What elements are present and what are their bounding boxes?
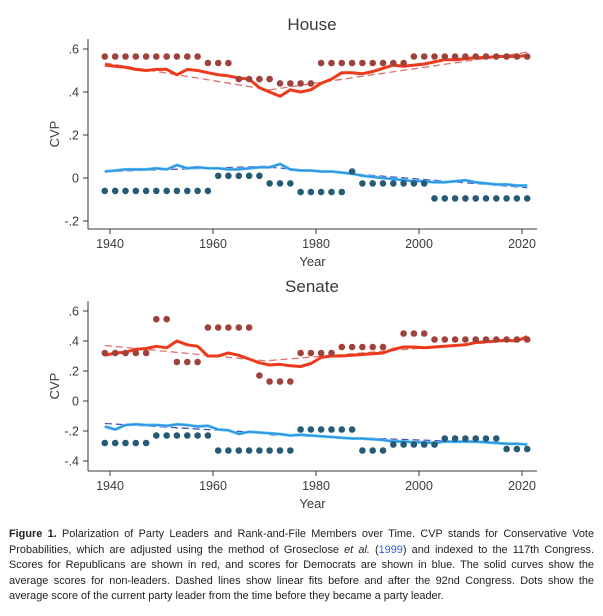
republican-leader-dot [400, 330, 407, 337]
x-tick-label: 1980 [302, 237, 330, 251]
republican-leader-dot [411, 330, 418, 337]
y-axis-label: CVP [47, 372, 62, 400]
republican-leader-dot [215, 60, 222, 67]
x-tick-label: 2020 [508, 237, 536, 251]
democrat-leader-dot [442, 435, 449, 442]
y-tick-label: 0 [72, 394, 79, 409]
democrat-leader-dot [524, 195, 531, 202]
republican-leader-dot [421, 330, 428, 337]
democrat-leader-dot [390, 180, 397, 187]
republican-leader-dot [524, 336, 531, 343]
republican-leader-dot [514, 336, 521, 343]
y-tick-label: .4 [68, 334, 79, 349]
republican-leader-dot [266, 378, 273, 385]
caption-text: ( [369, 543, 379, 556]
republican-leader-dot [143, 53, 150, 60]
democrat-leader-dot [112, 188, 119, 195]
democrat-leader-dot [133, 440, 140, 447]
republican-leader-dot [205, 60, 212, 67]
republican-leader-dot [328, 350, 335, 357]
republican-leader-dot [421, 53, 428, 60]
x-tick-label: 2000 [405, 237, 433, 251]
democrat-leader-dot [452, 195, 459, 202]
x-axis-label: Year [299, 254, 326, 269]
democrat-leader-dot [236, 447, 243, 454]
republican-leader-dot [215, 324, 222, 331]
democrat-leader-dot [369, 180, 376, 187]
republican-leader-dot [483, 336, 490, 343]
republican-leader-dot [102, 53, 109, 60]
republican-leader-dot [256, 76, 263, 83]
republican-leader-dot [194, 359, 201, 366]
democrat-leader-dot [328, 426, 335, 433]
republican-leader-dot [462, 336, 469, 343]
republican-leader-dot [380, 344, 387, 351]
republican-leader-dot [442, 336, 449, 343]
democrat-leader-dot [205, 188, 212, 195]
democrat-leader-dot [400, 180, 407, 187]
democrat-leader-dot [503, 446, 510, 453]
republican-leader-dot [359, 344, 366, 351]
democrat-leader-dot [514, 446, 521, 453]
republican-leader-dot [493, 336, 500, 343]
republican-leader-dot [277, 378, 284, 385]
republican-average-line [105, 56, 527, 97]
republican-leader-dot [524, 53, 531, 60]
democrat-leader-dot [225, 447, 232, 454]
citation-link[interactable]: 1999 [378, 543, 403, 556]
republican-leader-dot [472, 336, 479, 343]
republican-leader-dot [442, 53, 449, 60]
caption-text: Polarization of Party Leaders and Rank-and-File Members over Time. CVP stands for Conservative Vote Probabilities, which are adjusted using the method of Groseclose [9, 528, 594, 556]
democrat-leader-dot [462, 195, 469, 202]
republican-leader-dot [369, 344, 376, 351]
democrat-leader-dot [194, 188, 201, 195]
republican-leader-dot [297, 80, 304, 87]
chart-title: House [287, 15, 337, 34]
y-tick-label: .2 [68, 128, 79, 143]
democrat-leader-dot [102, 188, 109, 195]
democrat-leader-dot [318, 426, 325, 433]
republican-leader-dot [122, 53, 129, 60]
republican-leader-dot [143, 350, 150, 357]
democrat-leader-dot [215, 173, 222, 180]
republican-leader-dot [287, 80, 294, 87]
caption-text: et al. [344, 543, 370, 556]
republican-leader-dot [133, 53, 140, 60]
democrat-leader-dot [390, 441, 397, 448]
republican-leader-dot [411, 53, 418, 60]
democrat-leader-dot [483, 195, 490, 202]
x-tick-label: 1940 [96, 237, 124, 251]
republican-leader-dot [225, 324, 232, 331]
y-axis-label: CVP [47, 120, 62, 148]
democrat-leader-dot [153, 188, 160, 195]
democrat-leader-dot [442, 195, 449, 202]
republican-leader-dot [194, 53, 201, 60]
y-tick-label: .6 [68, 304, 79, 319]
democrat-leader-dot [205, 432, 212, 439]
republican-leader-dot [153, 316, 160, 323]
democrat-leader-dot [174, 432, 181, 439]
democrat-average-line-light [105, 164, 527, 186]
x-tick-label: 2020 [508, 479, 536, 493]
y-tick-label: .2 [68, 364, 79, 379]
democrat-leader-dot [256, 447, 263, 454]
republican-leader-dot [256, 372, 263, 379]
democrat-leader-dot [163, 188, 170, 195]
chart-title: Senate [285, 277, 339, 296]
republican-leader-dot [236, 76, 243, 83]
democrat-leader-dot [328, 189, 335, 196]
y-tick-label: -.2 [64, 424, 79, 439]
x-tick-label: 1960 [199, 237, 227, 251]
democrat-leader-dot [421, 441, 428, 448]
republican-leader-dot [308, 80, 315, 87]
republican-leader-dot [339, 344, 346, 351]
republican-leader-dot [472, 53, 479, 60]
caption-figure-label: Figure 1. [9, 528, 57, 540]
democrat-leader-dot [277, 447, 284, 454]
republican-leader-dot [431, 53, 438, 60]
republican-leader-dot [184, 359, 191, 366]
democrat-leader-dot [431, 441, 438, 448]
republican-leader-dot [380, 60, 387, 67]
caption-text: ) and indexed to the 117th Congress. Scores for Republicans are shown in red, and scores for Democrats are shown in blue. The solid curves show the average scores for non-leaders. Dashed lines show linear fits before and after the 92nd Congress. Dots show the average score of the current party leader from the time before they became a party leader. [9, 543, 594, 603]
x-tick-label: 2000 [405, 479, 433, 493]
republican-leader-dot [452, 336, 459, 343]
democrat-leader-dot [462, 435, 469, 442]
republican-leader-dot [328, 60, 335, 67]
democrat-leader-dot [143, 188, 150, 195]
democrat-leader-dot [380, 447, 387, 454]
republican-leader-dot [163, 316, 170, 323]
republican-leader-dot [452, 53, 459, 60]
democrat-leader-dot [308, 189, 315, 196]
republican-leader-dot [266, 76, 273, 83]
democrat-leader-dot [339, 426, 346, 433]
republican-leader-dot [246, 324, 253, 331]
y-tick-label: .4 [68, 85, 79, 100]
republican-leader-dot [277, 80, 284, 87]
democrat-leader-dot [503, 195, 510, 202]
democrat-leader-dot [174, 188, 181, 195]
republican-leader-dot [483, 53, 490, 60]
democrat-leader-dot [133, 188, 140, 195]
democrat-leader-dot [287, 447, 294, 454]
republican-leader-dot [318, 350, 325, 357]
democrat-leader-dot [246, 173, 253, 180]
democrat-leader-dot [359, 180, 366, 187]
republican-leader-dot [112, 350, 119, 357]
y-tick-label: -.2 [64, 214, 79, 229]
democrat-leader-dot [246, 447, 253, 454]
democrat-leader-dot [215, 447, 222, 454]
republican-leader-dot [503, 336, 510, 343]
republican-leader-dot [359, 60, 366, 67]
democrat-leader-dot [493, 435, 500, 442]
republican-leader-dot [174, 359, 181, 366]
democrat-leader-dot [277, 180, 284, 187]
republican-leader-dot [174, 53, 181, 60]
x-tick-label: 1940 [96, 479, 124, 493]
republican-leader-dot [297, 350, 304, 357]
republican-leader-dot [236, 324, 243, 331]
democrat-leader-dot [524, 446, 531, 453]
republican-leader-dot [431, 336, 438, 343]
republican-leader-dot [349, 60, 356, 67]
republican-leader-dot [400, 60, 407, 67]
democrat-leader-dot [143, 440, 150, 447]
democrat-leader-dot [493, 195, 500, 202]
y-tick-label: -.4 [64, 454, 79, 469]
republican-leader-dot [163, 53, 170, 60]
democrat-leader-dot [452, 435, 459, 442]
democrat-leader-dot [194, 432, 201, 439]
figure-caption [9, 527, 594, 605]
democrat-leader-dot [112, 440, 119, 447]
republican-leader-dot [493, 53, 500, 60]
democrat-leader-dot [102, 440, 109, 447]
democrat-leader-dot [287, 180, 294, 187]
republican-leader-dot [514, 53, 521, 60]
republican-leader-dot [369, 60, 376, 67]
republican-leader-dot [225, 60, 232, 67]
democrat-leader-dot [472, 195, 479, 202]
republican-leader-dot [308, 350, 315, 357]
democrat-leader-dot [184, 188, 191, 195]
democrat-leader-dot [431, 195, 438, 202]
republican-leader-dot [503, 53, 510, 60]
democrat-leader-dot [308, 426, 315, 433]
democrat-leader-dot [421, 180, 428, 187]
republican-leader-dot [184, 53, 191, 60]
democrat-leader-dot [225, 173, 232, 180]
democrat-leader-dot [339, 189, 346, 196]
republican-leader-dot [122, 350, 129, 357]
democrat-leader-dot [153, 432, 160, 439]
republican-leader-dot [339, 60, 346, 67]
democrat-leader-dot [256, 173, 263, 180]
x-axis-label: Year [299, 496, 326, 511]
democrat-leader-dot [380, 180, 387, 187]
democrat-leader-dot [163, 432, 170, 439]
democrat-leader-dot [514, 195, 521, 202]
republican-leader-dot [133, 350, 140, 357]
democrat-leader-dot [184, 432, 191, 439]
republican-leader-dot [349, 344, 356, 351]
house-chart [0, 5, 603, 273]
y-tick-label: 0 [72, 171, 79, 186]
republican-leader-dot [318, 60, 325, 67]
democrat-leader-dot [318, 189, 325, 196]
republican-leader-dot [462, 53, 469, 60]
democrat-leader-dot [411, 180, 418, 187]
republican-leader-dot [112, 53, 119, 60]
x-tick-label: 1980 [302, 479, 330, 493]
republican-leader-dot [246, 76, 253, 83]
democrat-leader-dot [369, 447, 376, 454]
democrat-leader-dot [297, 189, 304, 196]
senate-chart [0, 273, 603, 513]
x-tick-label: 1960 [199, 479, 227, 493]
democrat-leader-dot [122, 440, 129, 447]
democrat-leader-dot [266, 180, 273, 187]
republican-leader-dot [153, 53, 160, 60]
democrat-leader-dot [236, 173, 243, 180]
democrat-leader-dot [122, 188, 129, 195]
democrat-leader-dot [349, 426, 356, 433]
y-tick-label: .6 [68, 42, 79, 57]
democrat-leader-dot [472, 435, 479, 442]
republican-leader-dot [287, 378, 294, 385]
democrat-leader-dot [400, 441, 407, 448]
republican-leader-dot [102, 350, 109, 357]
democrat-leader-dot [483, 435, 490, 442]
democrat-leader-dot [359, 447, 366, 454]
democrat-leader-dot [266, 447, 273, 454]
republican-leader-dot [390, 60, 397, 67]
republican-leader-dot [205, 324, 212, 331]
democrat-leader-dot [297, 426, 304, 433]
democrat-leader-dot [349, 168, 356, 175]
democrat-leader-dot [411, 441, 418, 448]
